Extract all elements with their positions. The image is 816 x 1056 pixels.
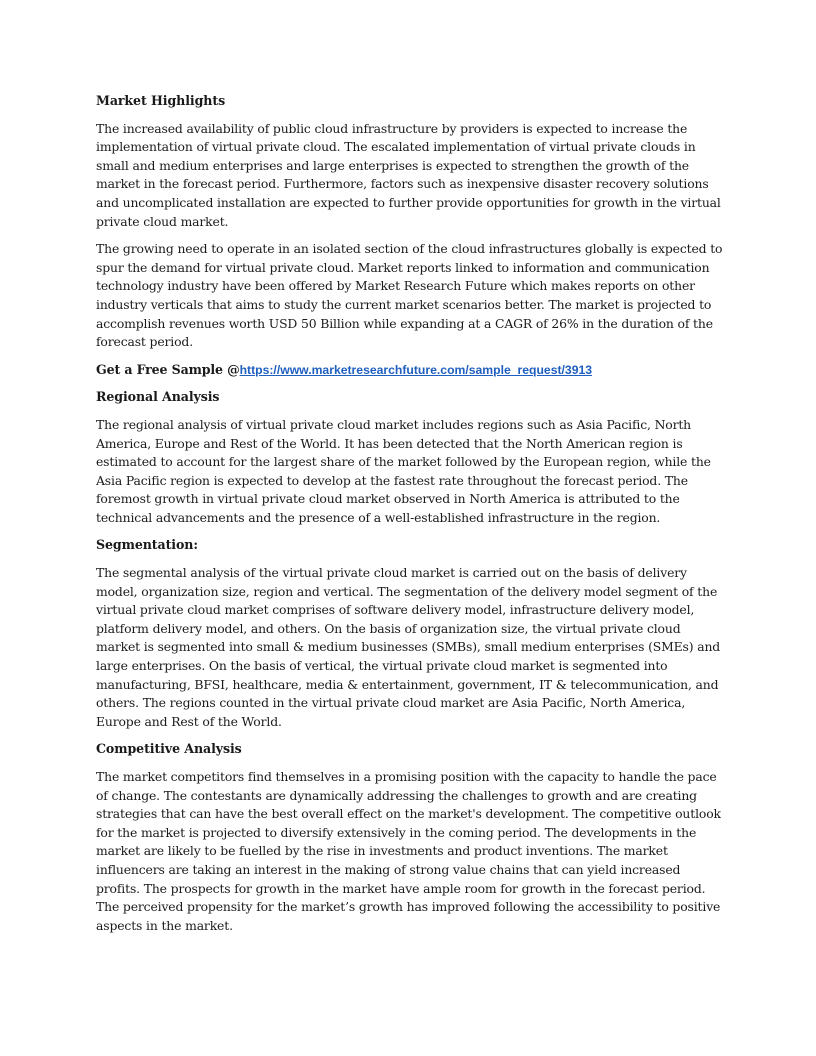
segmentation-heading: Segmentation:: [96, 537, 198, 553]
sample-request-link[interactable]: https://www.marketresearchfuture.com/sample_request/3913: [239, 362, 593, 377]
competitive-analysis-paragraph: The market competitors find themselves in a promising position with the capacity to handle the pace of change. The contestants are dynamically addressing the challenges to growth and are creating strategies that can have the best overall effect on the market's development. The competitive outlook for the market is projected to diversify extensively in the coming period. The developments in the market are likely to be fuelled by the rise in investments and product inventions. The market influencers are taking an interest in the making of strong value chains that can yield increased profits. The prospects for growth in the market have ample room for growth in the forecast period. The perceived propensity for the market’s growth has improved following the accessibility to positive aspects in the market.: [96, 769, 721, 933]
free-sample-label: Get a Free Sample @: [96, 361, 240, 377]
competitive-analysis-heading: Competitive Analysis: [96, 741, 242, 757]
document-page: [96, 92, 724, 944]
regional-analysis-paragraph: The regional analysis of virtual private cloud market includes regions such as Asia Pacific, North America, Europe and Rest of the World. It has been detected that the North American region is estimated to account for the largest share of the market followed by the European region, while the Asia Pacific region is expected to develop at the fastest rate throughout the forecast period. The foremost growth in virtual private cloud market observed in North America is attributed to the technical advancements and the presence of a well-established infrastructure in the region.: [96, 416, 711, 525]
market-highlights-paragraph-1: The increased availability of public cloud infrastructure by providers is expected to increase the implementation of virtual private cloud. The escalated implementation of virtual private clouds in small and medium enterprises and large enterprises is expected to strengthen the growth of the market in the forecast period. Furthermore, factors such as inexpensive disaster recovery solutions and uncomplicated installation are expected to further provide opportunities for growth in the virtual private cloud market.: [96, 120, 721, 229]
regional-analysis-heading: Regional Analysis: [96, 389, 220, 405]
segmentation-paragraph: The segmental analysis of the virtual private cloud market is carried out on the basis of delivery model, organization size, region and vertical. The segmentation of the delivery model segment of the virtual private cloud market comprises of software delivery model, infrastructure delivery model, platform delivery model, and others. On the basis of organization size, the virtual private cloud market is segmented into small & medium businesses (SMBs), small medium enterprises (SMEs) and large enterprises. On the basis of vertical, the virtual private cloud market is segmented into manufacturing, BFSI, healthcare, media & entertainment, government, IT & telecommunication, and others. The regions counted in the virtual private cloud market are Asia Pacific, North America, Europe and Rest of the World.: [96, 565, 721, 729]
market-highlights-heading: Market Highlights: [96, 93, 226, 108]
free-sample-line: [96, 361, 724, 380]
market-highlights-paragraph-2: The growing need to operate in an isolated section of the cloud infrastructures globally is expected to spur the demand for virtual private cloud. Market reports linked to information and communication technology industry have been offered by Market Research Future which makes reports on other industry verticals that aims to study the current market scenarios better. The market is projected to accomplish revenues worth USD 50 Billion while expanding at a CAGR of 26% in the duration of the forecast period.: [96, 241, 723, 350]
